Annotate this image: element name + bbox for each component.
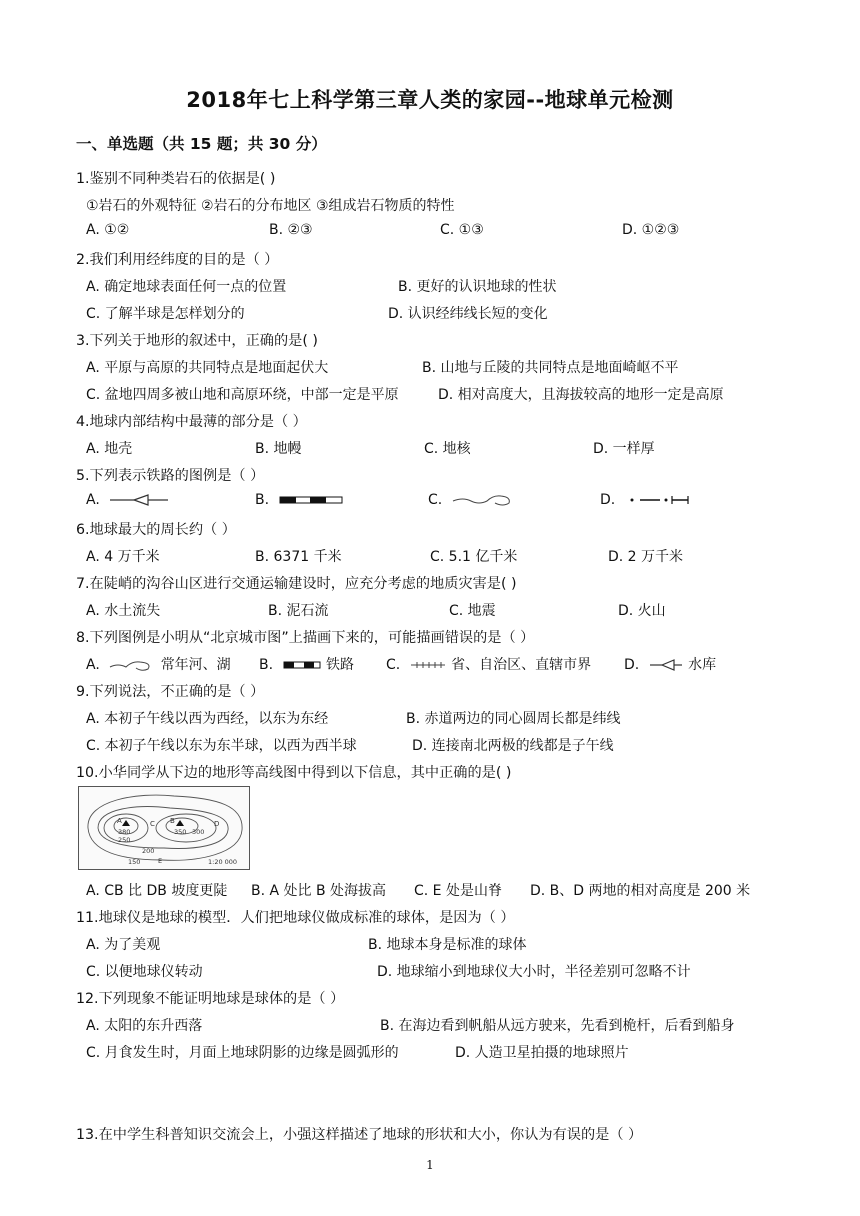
contour-map-figure	[78, 786, 250, 870]
question-7-stem: 7.在陡峭的沟谷山区进行交通运输建设时，应充分考虑的地质灾害是( )	[76, 576, 517, 592]
q8-option-b-letter: B.	[259, 657, 274, 673]
q11-option-c: C. 以便地球仪转动	[86, 964, 203, 980]
railway-symbol-icon	[278, 495, 344, 505]
map-point-b: B	[170, 817, 175, 825]
q8-option-a-label: 常年河、湖	[160, 657, 231, 673]
reservoir-symbol-icon	[648, 658, 684, 672]
map-scale: 1:20 000	[208, 858, 238, 866]
q8-option-c-label: 省、自治区、直辖市界	[451, 657, 592, 673]
question-1-stem: 1.鉴别不同种类岩石的依据是( )	[76, 171, 276, 187]
question-3-stem: 3.下列关于地形的叙述中，正确的是( )	[76, 333, 318, 349]
q8-option-c	[386, 654, 591, 674]
q5-option-b	[255, 492, 344, 508]
q4-option-a: A. 地壳	[86, 441, 133, 457]
map-point-c: C	[150, 820, 155, 828]
map-elevation-250: 250	[118, 836, 131, 844]
q5-option-a	[86, 492, 170, 508]
q9-option-b: B. 赤道两边的同心圆周长都是纬线	[406, 711, 621, 727]
q12-option-b: B. 在海边看到帆船从远方驶来，先看到桅杆，后看到船身	[380, 1018, 735, 1034]
q2-option-a: A. 确定地球表面任何一点的位置	[86, 279, 287, 295]
contour-map	[78, 786, 250, 870]
river-lake-symbol-icon	[108, 658, 156, 672]
q10-option-a: A. CB 比 DB 坡度更陡	[86, 883, 228, 899]
reservoir-symbol-icon	[108, 493, 170, 507]
q12-option-c: C. 月食发生时，月面上地球阴影的边缘是圆弧形的	[86, 1045, 399, 1061]
river-lake-symbol-icon	[451, 492, 517, 508]
q7-option-a: A. 水土流失	[86, 603, 161, 619]
q5-option-c-letter: C.	[428, 492, 443, 508]
q1-option-a: A. ①②	[86, 222, 130, 238]
map-point-d: D	[214, 820, 220, 828]
q6-option-d: D. 2 万千米	[608, 549, 684, 565]
q5-option-d	[600, 492, 690, 508]
q12-option-a: A. 太阳的东升西落	[86, 1018, 203, 1034]
question-6-stem: 6.地球最大的周长约（ ）	[76, 522, 236, 538]
q11-option-d: D. 地球缩小到地球仪大小时，半径差别可忽略不计	[377, 964, 691, 980]
q8-option-c-letter: C.	[386, 657, 401, 673]
map-elevation-200: 200	[142, 847, 155, 855]
q8-option-d-label: 水库	[688, 657, 717, 673]
q9-option-c: C. 本初子午线以东为东半球，以西为西半球	[86, 738, 357, 754]
q8-option-d	[624, 654, 716, 674]
map-point-e: E	[158, 857, 163, 865]
question-4-stem: 4.地球内部结构中最薄的部分是（ ）	[76, 414, 307, 430]
q7-option-c: C. 地震	[449, 603, 496, 619]
q9-option-d: D. 连接南北两极的线都是子午线	[412, 738, 614, 754]
q8-option-b-label: 铁路	[325, 657, 354, 673]
map-elevation-300: 300	[192, 828, 205, 836]
q6-option-b: B. 6371 千米	[255, 549, 342, 565]
q5-option-c	[428, 492, 517, 508]
q3-option-d: D. 相对高度大，且海拔较高的地形一定是高原	[438, 387, 724, 403]
section-heading: 一、单选题（共 15 题；共 30 分）	[76, 135, 327, 153]
q6-option-a: A. 4 万千米	[86, 549, 160, 565]
page-title: 2018年七上科学第三章人类的家园--地球单元检测	[186, 88, 674, 112]
q2-option-d: D. 认识经纬线长短的变化	[388, 306, 548, 322]
q6-option-c: C. 5.1 亿千米	[430, 549, 518, 565]
q10-option-d: D. B、D 两地的相对高度是 200 米	[530, 883, 751, 899]
question-1-statements: ①岩石的外观特征 ②岩石的分布地区 ③组成岩石物质的特性	[86, 198, 455, 214]
page-number: 1	[426, 1158, 434, 1172]
q5-option-d-letter: D.	[600, 492, 616, 508]
question-5-stem: 5.下列表示铁路的图例是（ ）	[76, 468, 265, 484]
q1-option-c: C. ①③	[440, 222, 484, 238]
q11-option-b: B. 地球本身是标准的球体	[368, 937, 527, 953]
q12-option-d: D. 人造卫星拍摄的地球照片	[455, 1045, 629, 1061]
question-13-stem: 13.在中学生科普知识交流会上，小强这样描述了地球的形状和大小，你认为有误的是（ ）	[76, 1127, 643, 1143]
railway-symbol-icon	[282, 660, 322, 670]
boundary-symbol-icon	[624, 494, 690, 506]
q8-option-d-letter: D.	[624, 657, 640, 673]
q3-option-b: B. 山地与丘陵的共同特点是地面崎岖不平	[422, 360, 679, 376]
q4-option-b: B. 地幔	[255, 441, 302, 457]
map-point-a: A	[117, 817, 122, 825]
q5-option-b-letter: B.	[255, 492, 270, 508]
map-elevation-380: 380	[118, 828, 131, 836]
boundary-symbol-icon	[409, 660, 447, 670]
q8-option-a-letter: A.	[86, 657, 100, 673]
q10-option-b: B. A 处比 B 处海拔高	[251, 883, 387, 899]
q9-option-a: A. 本初子午线以西为西经，以东为东经	[86, 711, 329, 727]
q3-option-c: C. 盆地四周多被山地和高原环绕，中部一定是平原	[86, 387, 399, 403]
q10-option-c: C. E 处是山脊	[414, 883, 502, 899]
question-9-stem: 9.下列说法，不正确的是（ ）	[76, 684, 265, 700]
map-elevation-350: 350	[174, 828, 187, 836]
q1-option-b: B. ②③	[269, 222, 313, 238]
q7-option-d: D. 火山	[618, 603, 666, 619]
map-elevation-150: 150	[128, 858, 141, 866]
q3-option-a: A. 平原与高原的共同特点是地面起伏大	[86, 360, 329, 376]
q7-option-b: B. 泥石流	[268, 603, 329, 619]
q8-option-a	[86, 654, 231, 674]
q2-option-b: B. 更好的认识地球的性状	[398, 279, 557, 295]
q11-option-a: A. 为了美观	[86, 937, 161, 953]
q8-option-b	[259, 654, 354, 674]
q4-option-d: D. 一样厚	[593, 441, 655, 457]
q5-option-a-letter: A.	[86, 492, 100, 508]
q1-option-d: D. ①②③	[622, 222, 680, 238]
question-11-stem: 11.地球仪是地球的模型．人们把地球仪做成标准的球体，是因为（ ）	[76, 910, 515, 926]
question-8-stem: 8.下列图例是小明从“北京城市图”上描画下来的，可能描画错误的是（ ）	[76, 630, 535, 646]
q2-option-c: C. 了解半球是怎样划分的	[86, 306, 245, 322]
question-2-stem: 2.我们利用经纬度的目的是（ ）	[76, 252, 279, 268]
q4-option-c: C. 地核	[424, 441, 471, 457]
question-12-stem: 12.下列现象不能证明地球是球体的是（ ）	[76, 991, 345, 1007]
question-10-stem: 10.小华同学从下边的地形等高线图中得到以下信息，其中正确的是( )	[76, 765, 512, 781]
